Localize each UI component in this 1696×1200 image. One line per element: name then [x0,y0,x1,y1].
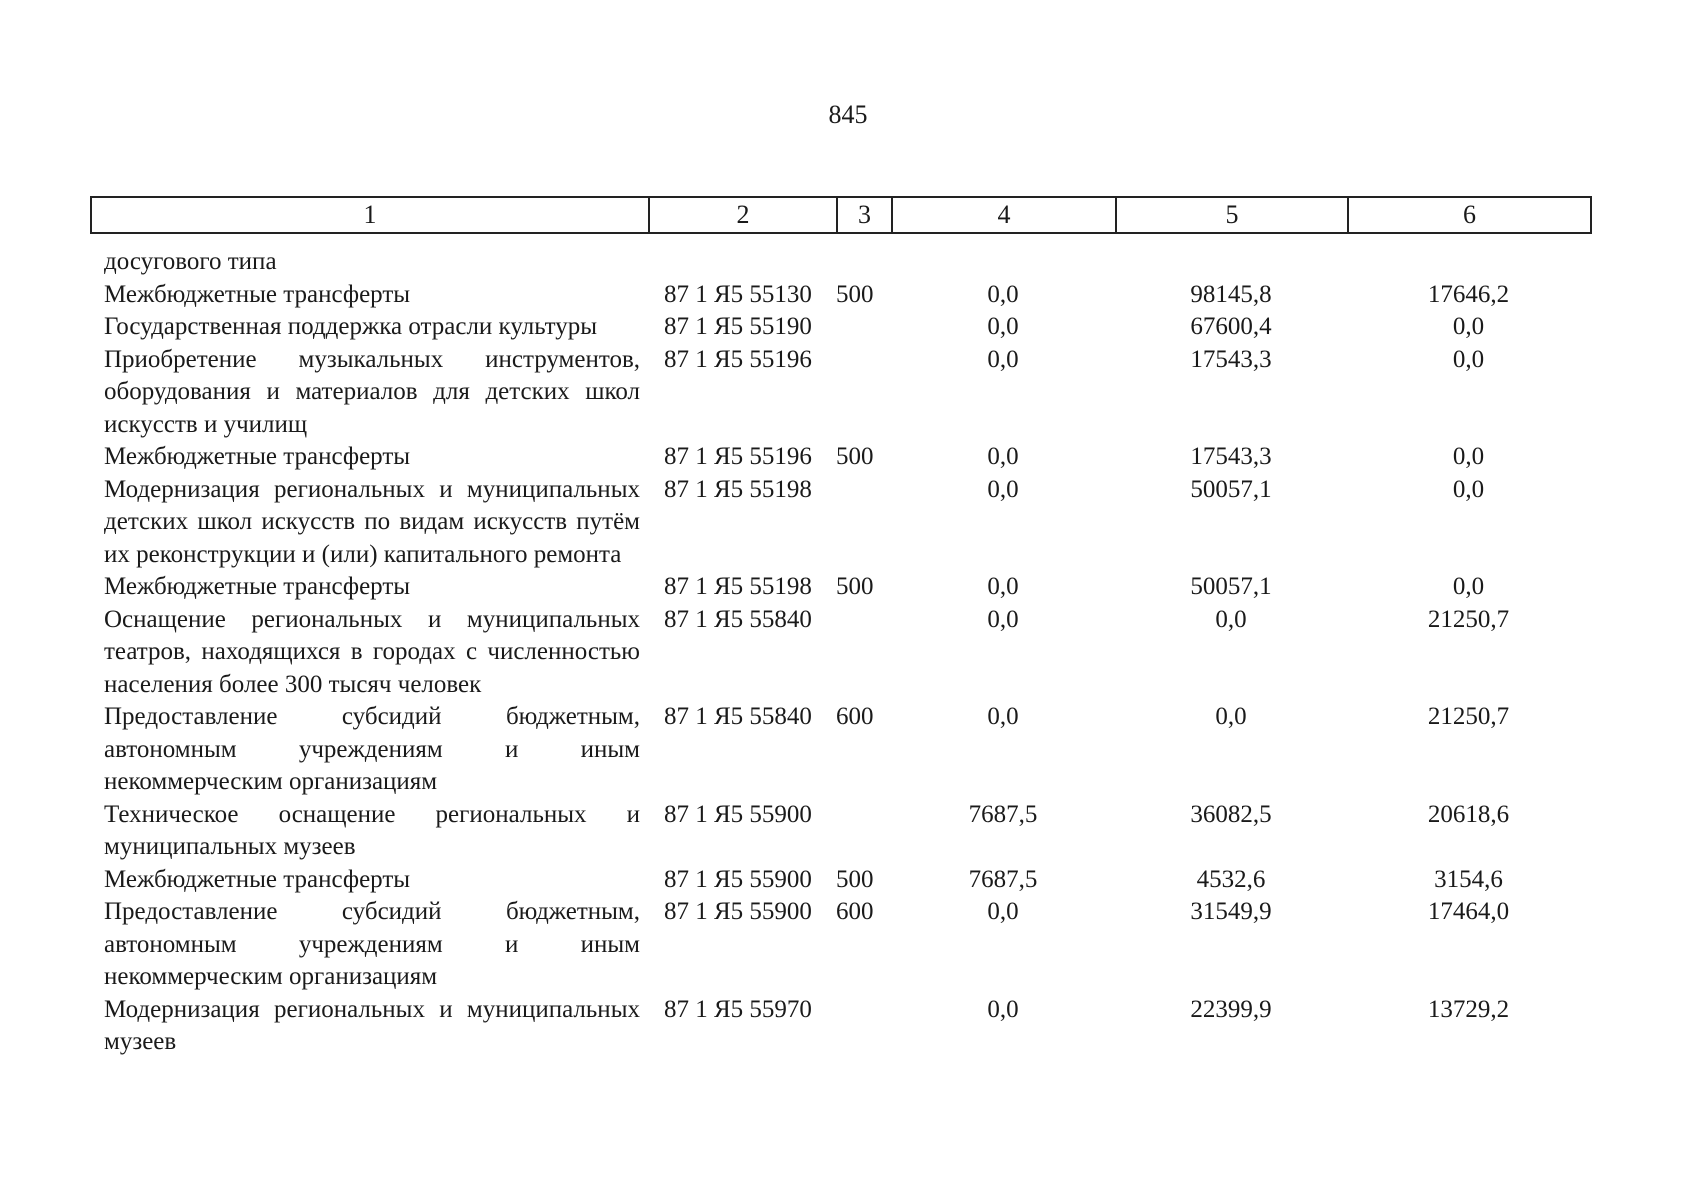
target-code: 87 1 Я5 55196 [664,443,812,470]
target-code: 87 1 Я5 55198 [664,573,812,600]
target-code: 87 1 Я5 55198 [664,475,812,503]
table-row [90,994,1590,1059]
target-code: 87 1 Я5 55840 [664,703,812,730]
column-header-2: 2 [649,197,837,233]
value-col-6: 0,0 [1452,573,1485,600]
expense-type [836,994,891,1059]
value-col-4: 0,0 [987,703,1019,730]
expense-type [836,474,891,572]
value-col-6: 13729,2 [1427,995,1510,1023]
column-header-4: 4 [892,197,1116,233]
value-col-5: 31549,9 [1190,898,1272,925]
item-name: Межбюджетные трансферты [104,280,411,308]
target-code [648,246,836,279]
column-header-row [91,197,1591,233]
expense-type: 600 [836,898,874,925]
value-col-5: 17543,3 [1190,443,1272,470]
value-col-4 [891,246,1115,279]
expense-type [836,604,891,702]
target-code: 87 1 Я5 55840 [664,605,812,633]
page-number: 845 [828,100,868,129]
table-row [90,799,1590,864]
expense-type: 500 [836,573,874,600]
item-name: Предоставление субсидий бюджетным, автономным учреждениям и иным некоммерческим организациям [104,703,640,795]
column-header-6: 6 [1348,197,1591,233]
expense-type [836,311,891,344]
target-code: 87 1 Я5 55970 [664,995,812,1023]
value-col-6: 17464,0 [1427,898,1510,925]
item-name: Оснащение региональных и муниципальных театров, находящихся в городах с численностью населения более 300 тысяч человек [104,605,640,698]
table-row [90,246,1590,279]
value-col-5: 50057,1 [1190,475,1272,503]
item-name: Техническое оснащение региональных и муниципальных музеев [104,800,640,860]
value-col-6: 0,0 [1452,443,1485,470]
value-col-4: 0,0 [987,605,1019,633]
value-col-5: 36082,5 [1190,800,1272,828]
value-col-6: 21250,7 [1427,605,1510,633]
item-name: досугового типа [104,248,277,275]
value-col-5: 0,0 [1215,605,1247,633]
expense-type [836,344,891,442]
value-col-5: 67600,4 [1190,313,1272,340]
value-col-6: 20618,6 [1427,800,1510,828]
column-header-3: 3 [837,197,892,233]
value-col-5: 22399,9 [1190,995,1272,1023]
table-row [90,311,1590,344]
item-name: Модернизация региональных и муниципальных музеев [104,995,640,1055]
column-header-table [90,196,1592,234]
item-name: Государственная поддержка отрасли культуры [104,313,598,340]
expense-type: 500 [836,443,874,470]
value-col-6: 0,0 [1452,345,1485,373]
value-col-5: 0,0 [1215,703,1247,730]
target-code: 87 1 Я5 55196 [664,345,812,373]
value-col-5: 98145,8 [1190,280,1272,308]
table-row [90,474,1590,572]
expense-type: 500 [836,865,874,893]
target-code: 87 1 Я5 55190 [664,313,812,340]
column-header-1: 1 [91,197,649,233]
item-name: Межбюджетные трансферты [104,443,411,470]
item-name: Межбюджетные трансферты [104,573,411,600]
expense-type [836,246,891,279]
budget-table-body [90,246,1590,1059]
table-row [90,279,1590,312]
expense-type: 500 [836,280,874,308]
item-name: Предоставление субсидий бюджетным, автономным учреждениям и иным некоммерческим организациям [104,898,640,990]
value-col-4: 0,0 [987,573,1019,600]
value-col-4: 0,0 [987,475,1019,503]
value-col-4: 0,0 [987,995,1019,1023]
target-code: 87 1 Я5 55900 [664,898,812,925]
value-col-6: 3154,6 [1434,865,1503,893]
value-col-4: 0,0 [987,345,1019,373]
item-name: Приобретение музыкальных инструментов, оборудования и материалов для детских школ искусств и училищ [104,345,640,438]
item-name: Модернизация региональных и муниципальных детских школ искусств по видам искусств путём их реконструкции и (или) капитального ремонта [104,475,640,568]
table-row [90,604,1590,702]
item-name: Межбюджетные трансферты [104,865,411,893]
value-col-6: 17646,2 [1427,280,1510,308]
value-col-6 [1347,246,1590,279]
value-col-4: 0,0 [987,280,1019,308]
value-col-6: 0,0 [1452,313,1485,340]
value-col-4: 0,0 [987,313,1019,340]
value-col-4: 0,0 [987,898,1019,925]
value-col-5: 50057,1 [1190,573,1272,600]
table-row [90,896,1590,994]
table-row [90,344,1590,442]
table-row [90,571,1590,604]
target-code: 87 1 Я5 55130 [664,280,812,308]
value-col-5 [1115,246,1347,279]
table-row [90,441,1590,474]
expense-type [836,799,891,864]
value-col-5: 4532,6 [1196,865,1266,893]
target-code: 87 1 Я5 55900 [664,800,812,828]
column-header-5: 5 [1116,197,1348,233]
value-col-4: 7687,5 [968,800,1038,828]
target-code: 87 1 Я5 55900 [664,865,812,893]
table-row [90,701,1590,799]
value-col-4: 7687,5 [968,865,1038,893]
expense-type: 600 [836,703,874,730]
value-col-6: 21250,7 [1427,703,1510,730]
table-row [90,864,1590,897]
value-col-4: 0,0 [987,443,1019,470]
value-col-6: 0,0 [1452,475,1485,503]
value-col-5: 17543,3 [1190,345,1272,373]
